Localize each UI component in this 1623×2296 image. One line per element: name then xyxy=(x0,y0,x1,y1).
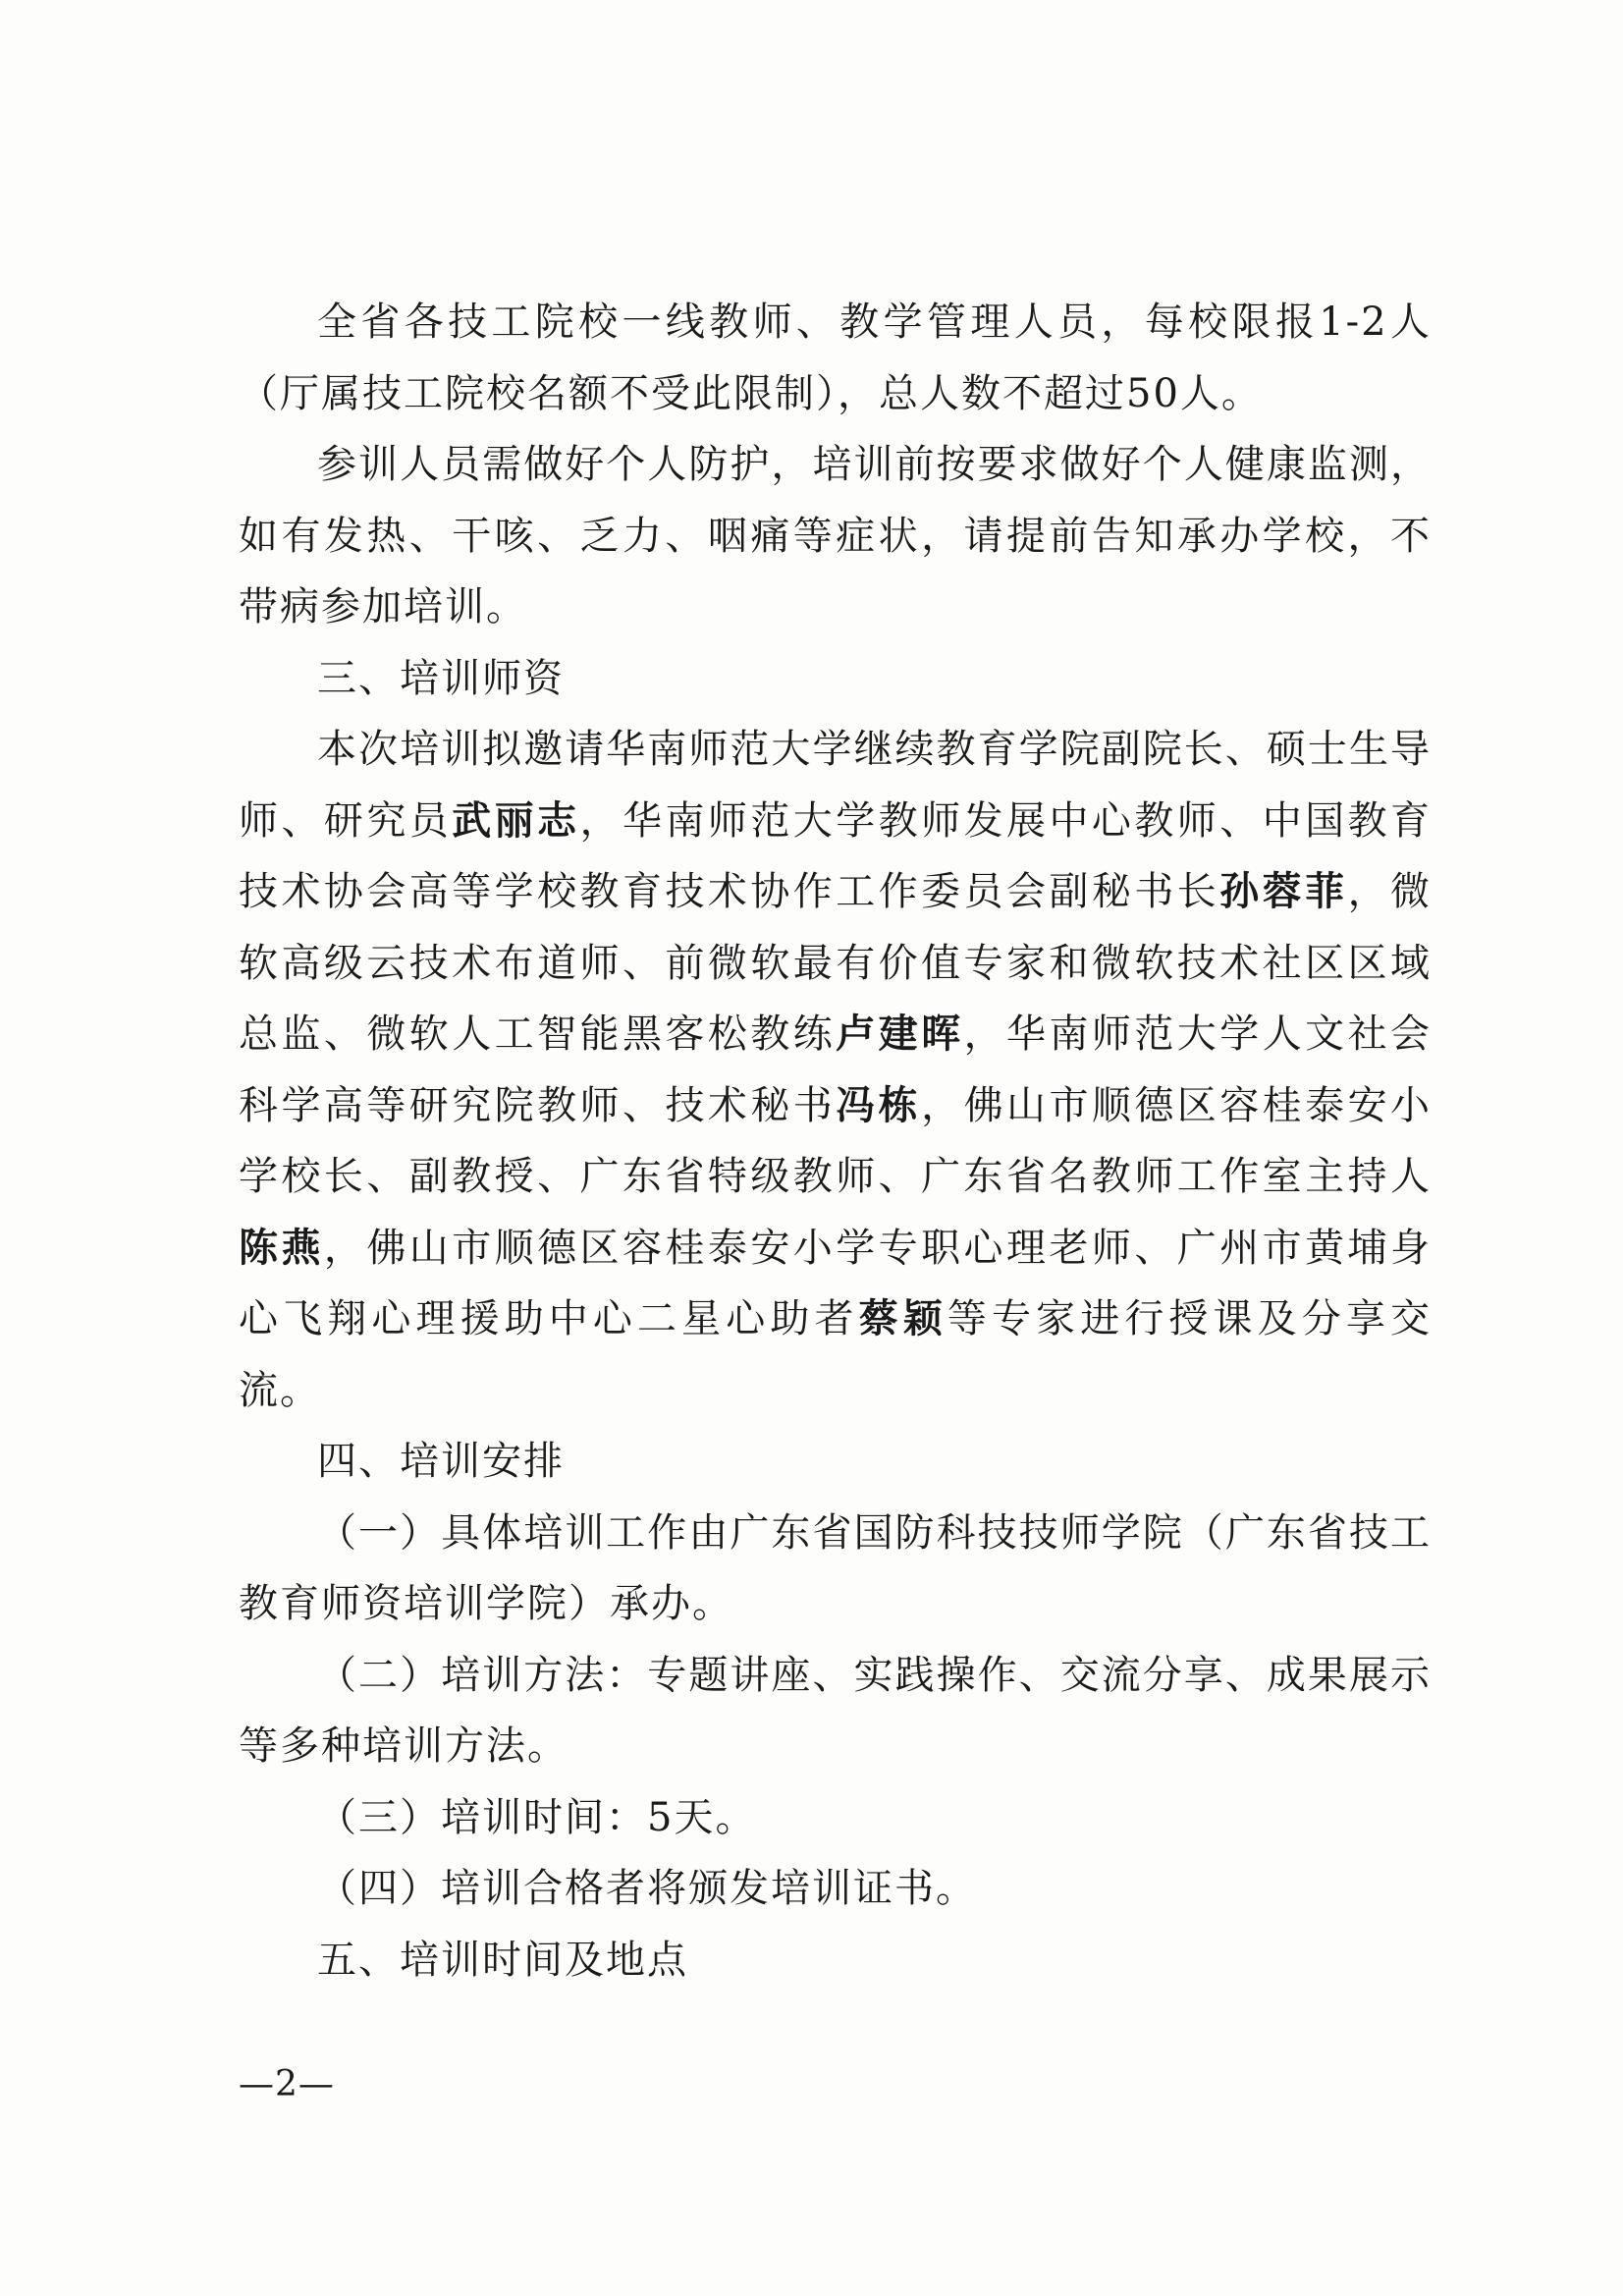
page-number: —2— xyxy=(239,2064,335,2105)
health-paragraph: 参训人员需做好个人防护，培训前按要求做好个人健康监测，如有发热、干咳、乏力、咽痛等症状，请提前告知承办学校，不带病参加培训。 xyxy=(239,442,1432,629)
instructors-text: ，华南师范大学人文社会科学高等研究院教师、技术秘书 xyxy=(239,1011,1433,1128)
section3-heading: 三、培训师资 xyxy=(317,655,565,701)
section5-heading: 五、培训时间及地点 xyxy=(317,1937,688,1983)
instructors-text: ，佛山市顺德区容桂泰安小学专职心理老师、广州市黄埔身心飞翔心理援助中心二星心助者 xyxy=(239,1225,1433,1341)
instructors-text: ，微软高级云技术布道师、前微软最有价值专家和微软技术社区区域总监、微软人工智能黑客松教练 xyxy=(239,869,1433,1057)
instructors-text: ，华南师范大学教师发展中心教师、中国教育技术协会高等学校教育技术协作工作委员会副秘书长 xyxy=(239,797,1433,914)
document-body xyxy=(239,287,1432,1995)
arrangement-item: （三）培训时间：5天。 xyxy=(317,1794,757,1840)
arrangement-item: （一）具体培训工作由广东省国防科技技师学院（广东省技工教育师资培训学院）承办。 xyxy=(239,1509,1432,1626)
instructor-name: 蔡颖 xyxy=(858,1296,947,1341)
participants-paragraph: 全省各技工院校一线教师、教学管理人员，每校限报1-2人（厅属技工院校名额不受此限制），总人数不超过50人。 xyxy=(239,300,1432,416)
arrangement-item: （二）培训方法：专题讲座、实践操作、交流分享、成果展示等多种培训方法。 xyxy=(239,1652,1432,1769)
instructor-name: 孙蓉菲 xyxy=(1219,869,1348,914)
instructor-name: 冯栋 xyxy=(836,1082,922,1128)
instructor-name: 武丽志 xyxy=(452,797,580,844)
section4-heading: 四、培训安排 xyxy=(317,1439,565,1484)
instructor-name: 陈燕 xyxy=(239,1225,324,1271)
instructor-name: 卢建晖 xyxy=(836,1011,964,1057)
instructors-text: 本次培训拟邀请华南师范大学继续教育学院副院长、硕士生导师、研究员 xyxy=(239,727,1432,844)
instructors-text: 等专家进行授课及分享交流。 xyxy=(239,1296,1433,1413)
instructors-text: ，佛山市顺德区容桂泰安小学校长、副教授、广东省特级教师、广东省名教师工作室主持人 xyxy=(239,1082,1433,1199)
instructors-paragraph xyxy=(239,714,1432,1426)
arrangement-item: （四）培训合格者将颁发培训证书。 xyxy=(317,1866,977,1911)
